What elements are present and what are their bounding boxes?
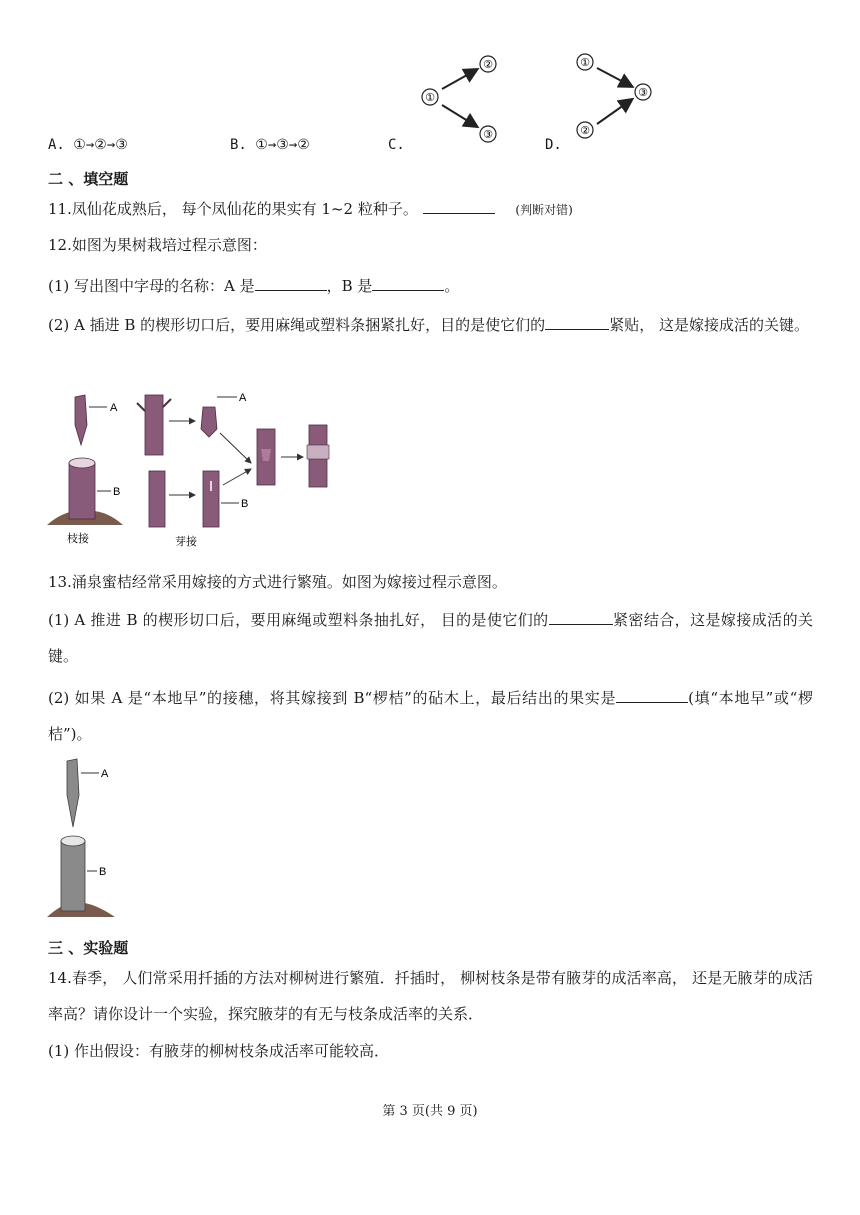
stock-cut <box>203 471 219 527</box>
question-12-stem: 12.如图为果树栽培过程示意图： <box>48 236 267 254</box>
scion-a <box>75 395 87 445</box>
label-b: B <box>113 486 121 498</box>
arrow-2 <box>220 433 251 463</box>
diagram-option-c <box>410 42 520 152</box>
question-11-blank[interactable] <box>423 199 495 214</box>
question-12-blank-b[interactable] <box>372 276 444 291</box>
label-a: A <box>101 768 109 780</box>
question-11-hint: (判断对错) <box>515 203 573 217</box>
question-13-blank-b[interactable] <box>616 688 688 703</box>
binding-wrap <box>307 445 329 459</box>
question-13-part-2-prefix: (2) 如果 A 是“本地早”的接穗，将其嫁接到 B“椤桔”的砧木上，最后结出的果实是 <box>48 689 617 707</box>
stock-b <box>61 841 85 911</box>
option-d: D. <box>545 137 562 153</box>
label-b: B <box>99 866 107 878</box>
question-12-blank-c[interactable] <box>545 315 609 330</box>
question-14-stem: 14.春季， 人们常采用扦插的方法对柳树进行繁殖．扦插时， 柳树枝条是带有腋芽的成活率高， 还是无腋芽的成活率高？请你设计一个实验，探究腋芽的有无与枝条成活率的关系． <box>48 969 813 1023</box>
question-12-blank-a[interactable] <box>255 276 327 291</box>
question-12-part-1 <box>48 275 459 296</box>
caption-branch-graft: 枝接 <box>67 533 89 545</box>
question-11-text: 11.凤仙花成熟后， 每个凤仙花的果实有 1~2 粒种子。 <box>48 200 418 218</box>
section-2-heading: 二 、填空题 <box>48 170 129 188</box>
question-14-part-1: (1) 作出假设：有腋芽的柳树枝条成活率可能较高． <box>48 1042 390 1060</box>
node-2-label: ② <box>483 59 493 71</box>
stock-b-top <box>61 836 85 846</box>
bud-chip <box>201 407 217 437</box>
stock-b-top <box>69 458 95 468</box>
node-3-label: ③ <box>638 87 648 99</box>
question-13-blank-a[interactable] <box>549 610 613 625</box>
node-3-label: ③ <box>483 129 493 141</box>
question-12-part-1-prefix: (1) 写出图中字母的名称：A 是 <box>48 277 255 295</box>
label-b-2: B <box>241 498 249 510</box>
question-12-part-2 <box>48 307 813 343</box>
question-12-part-1-suffix: 。 <box>444 277 460 295</box>
question-13-part-2 <box>48 680 813 752</box>
question-12-part-1-mid: ，B 是 <box>326 277 373 295</box>
arrow-1-3 <box>597 68 631 86</box>
node-1-label: ① <box>580 57 590 69</box>
arrow-1-2 <box>442 70 476 89</box>
label-a: A <box>110 402 118 414</box>
question-12-part-2-suffix: 紧贴， 这是嫁接成活的关键。 <box>609 316 809 334</box>
node-2-label: ② <box>580 125 590 137</box>
arrow-4 <box>223 469 251 485</box>
question-13-part-1 <box>48 602 813 674</box>
question-12-part-2-prefix: (2) A 插进 B 的楔形切口后，要用麻绳或塑料条捆紧扎好，目的是使它们的 <box>48 316 546 334</box>
option-b: B. ①→③→② <box>230 137 310 153</box>
section-3-heading: 三 、实验题 <box>48 939 129 957</box>
bud-branch <box>145 395 163 455</box>
question-13-part-1-prefix: (1) A 推进 B 的楔形切口后，要用麻绳或塑料条抽扎好， 目的是使它们的 <box>48 611 549 629</box>
stock-plain <box>149 471 165 527</box>
arrow-1-3 <box>442 105 476 126</box>
scion-a <box>67 759 79 827</box>
option-a: A. ①→②→③ <box>48 137 128 153</box>
stock-b <box>69 463 95 519</box>
question-11 <box>48 198 573 219</box>
label-a-2: A <box>239 392 247 404</box>
option-c: C. <box>388 137 405 153</box>
question-13-stem: 13.涌泉蜜桔经常采用嫁接的方式进行繁殖。如图为嫁接过程示意图。 <box>48 573 507 591</box>
arrow-2-3 <box>597 100 631 124</box>
grafting-figure-12 <box>45 385 345 550</box>
grafting-figure-13 <box>45 755 135 923</box>
page-footer: 第 3 页(共 9 页) <box>382 1104 478 1119</box>
question-13-part-1-suffix: 紧密结合，这是嫁接成活的关键。 <box>48 611 813 665</box>
caption-bud-graft: 芽接 <box>175 536 197 548</box>
diagram-option-d <box>565 42 665 142</box>
question-13-part-2-suffix: (填“本地早”或“椤桔”)。 <box>48 689 814 743</box>
node-1-label: ① <box>425 92 435 104</box>
